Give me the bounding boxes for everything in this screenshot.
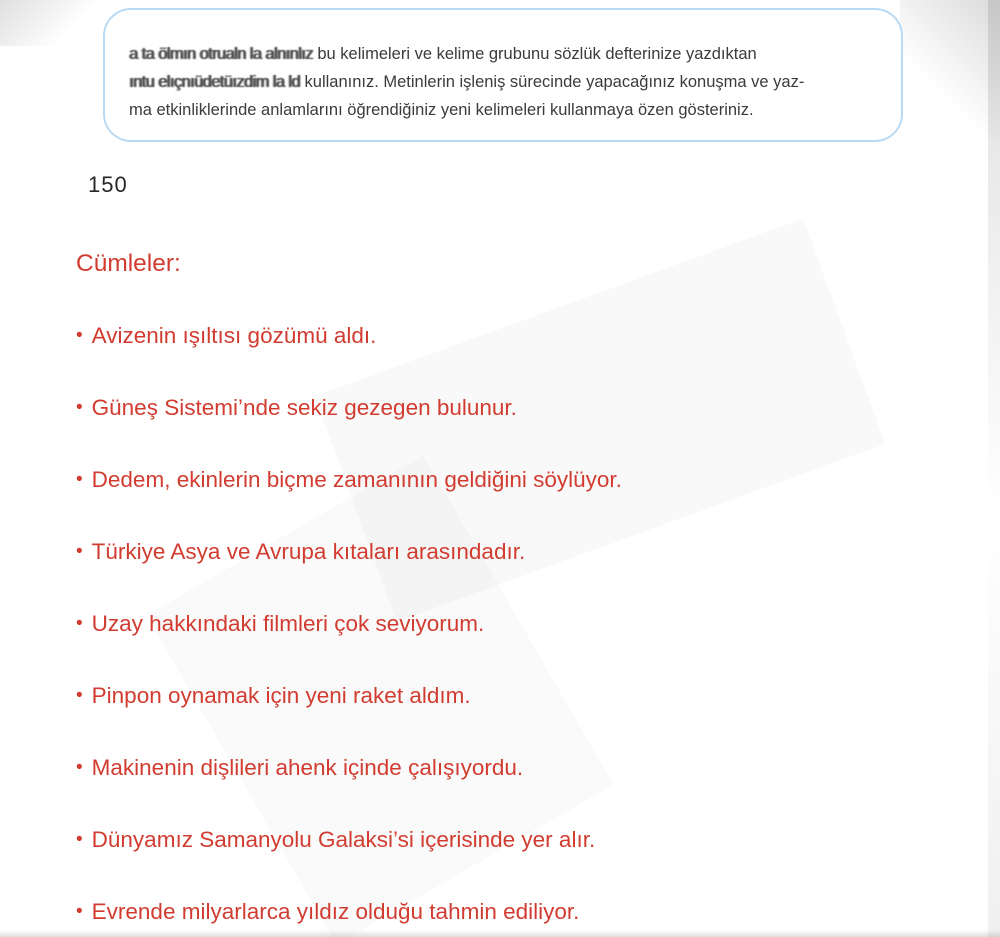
bullet-dot: • xyxy=(76,685,83,706)
sentence-item xyxy=(76,896,622,930)
section-heading: Cümleler: xyxy=(76,250,181,277)
sentence-text: Pinpon oynamak için yeni raket aldım. xyxy=(91,683,471,708)
bullet-dot: • xyxy=(76,613,83,634)
sentence-item xyxy=(76,680,622,714)
info-line-1 xyxy=(129,40,879,68)
bullet-dot: • xyxy=(76,325,83,346)
bullet-dot: • xyxy=(76,829,83,850)
sentence-item xyxy=(76,392,622,426)
sentence-text: Makinenin dişlileri ahenk içinde çalışıyordu. xyxy=(91,755,524,780)
scan-edge-top-left xyxy=(0,0,100,46)
bullet-dot: • xyxy=(76,397,83,418)
info-text: kullanınız. Metinlerin işleniş sürecinde yapacağınız konuşma ve yaz- xyxy=(304,73,805,91)
scan-edge-right xyxy=(988,0,1000,937)
sentence-list xyxy=(76,320,622,937)
garbled-overprint-text: a ta ölmın otrualn la alnınlız xyxy=(129,45,313,63)
sentence-item xyxy=(76,536,622,570)
sentence-item xyxy=(76,320,622,354)
sentence-text: Güneş Sistemi’nde sekiz gezegen bulunur. xyxy=(91,395,517,420)
sentence-text: Uzay hakkındaki filmleri çok seviyorum. xyxy=(91,611,485,636)
sentence-text: Avizenin ışıltısı gözümü aldı. xyxy=(91,323,377,348)
info-line-3 xyxy=(129,96,879,124)
sentence-text: Dünyamız Samanyolu Galaksi’si içerisinde yer alır. xyxy=(91,827,596,852)
sentence-text: Dedem, ekinlerin biçme zamanının geldiğini söylüyor. xyxy=(91,467,622,492)
bullet-dot: • xyxy=(76,469,83,490)
sentence-item xyxy=(76,464,622,498)
info-text: bu kelimeleri ve kelime grubunu sözlük defterinize yazdıktan xyxy=(317,45,757,63)
scan-edge-top-right xyxy=(900,0,1000,140)
bullet-dot: • xyxy=(76,757,83,778)
sentence-item xyxy=(76,752,622,786)
info-text: ma etkinliklerinde anlamlarını öğrendiğiniz yeni kelimeleri kullanmaya özen gösteriniz. xyxy=(129,101,754,119)
bullet-dot: • xyxy=(76,901,83,922)
garbled-overprint-text: ıntu elıçnıüdetüızdim la ld xyxy=(129,73,300,91)
bullet-dot: • xyxy=(76,541,83,562)
page-number: 150 xyxy=(88,172,128,197)
sentence-text: Evrende milyarlarca yıldız olduğu tahmin ediliyor. xyxy=(91,899,580,924)
sentence-text: Türkiye Asya ve Avrupa kıtaları arasındadır. xyxy=(91,539,526,564)
info-line-2 xyxy=(129,68,879,96)
sentence-item xyxy=(76,608,622,642)
sentence-item xyxy=(76,824,622,858)
info-box xyxy=(103,8,903,142)
